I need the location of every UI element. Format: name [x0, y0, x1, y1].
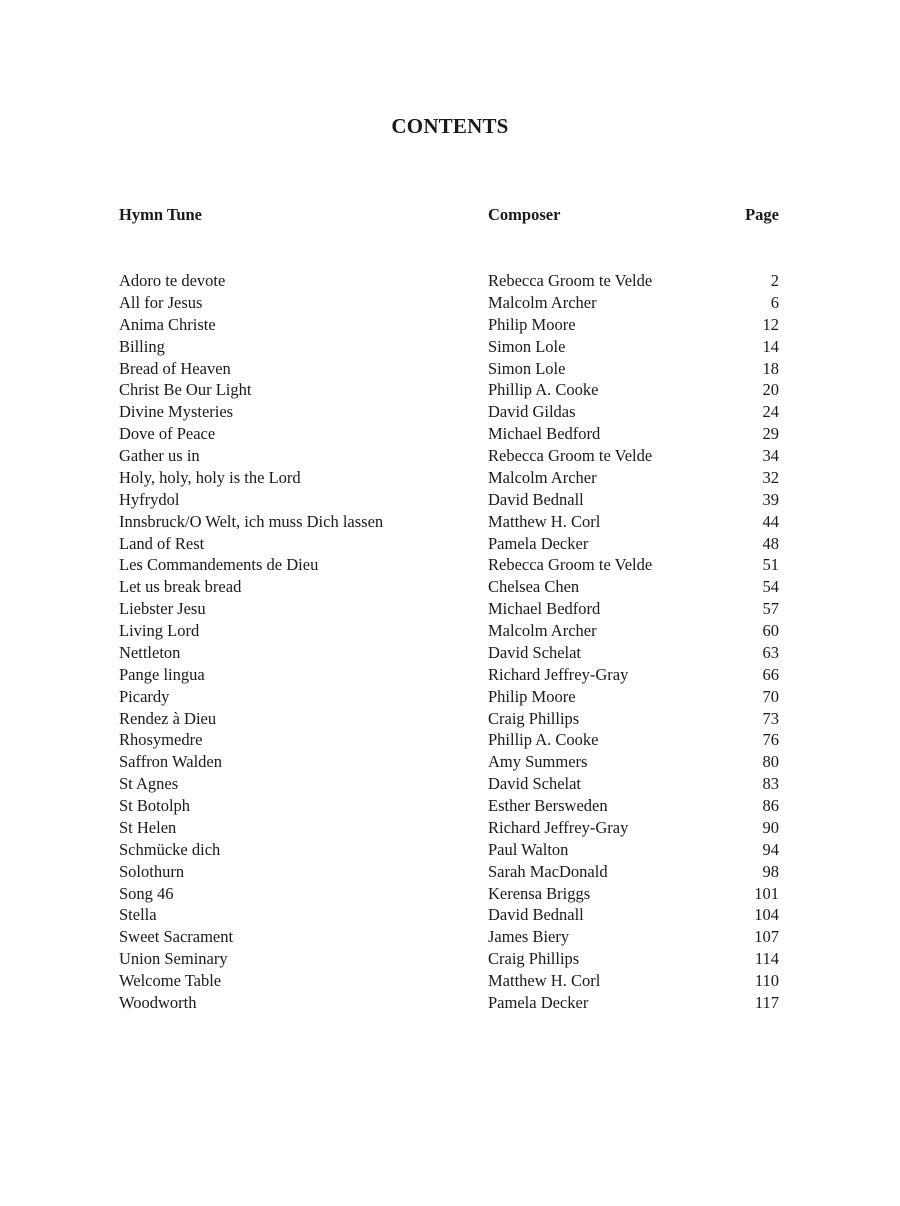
composer-name: David Schelat — [488, 774, 582, 794]
hymn-tune-name: Stella — [119, 905, 157, 925]
page-number: 80 — [762, 752, 779, 772]
hymn-tune-name: Nettleton — [119, 642, 181, 662]
page-number: 12 — [762, 314, 779, 334]
composer-name: Michael Bedford — [488, 599, 601, 619]
composer-name: Phillip A. Cooke — [488, 380, 599, 400]
hymn-tune-name: Liebster Jesu — [119, 599, 206, 619]
page-number: 114 — [754, 949, 779, 969]
table-row — [119, 839, 779, 861]
table-row — [119, 948, 779, 970]
table-row — [119, 270, 779, 292]
hymn-tune-name: Innsbruck/O Welt, ich muss Dich lassen — [119, 511, 384, 531]
page-title: CONTENTS — [391, 114, 509, 138]
hymn-tune-name: Union Seminary — [119, 949, 228, 969]
page-number: 39 — [762, 489, 779, 509]
table-row — [119, 511, 779, 533]
composer-name: Philip Moore — [488, 314, 576, 334]
table-row — [119, 533, 779, 555]
table-row — [119, 664, 779, 686]
table-row — [119, 401, 779, 423]
composer-name: James Biery — [488, 927, 570, 947]
page-number: 83 — [762, 774, 779, 794]
composer-name: Rebecca Groom te Velde — [488, 446, 653, 465]
hymn-tune-name: Hyfrydol — [119, 489, 180, 509]
page-number: 24 — [762, 402, 779, 422]
hymn-tune-name: Song 46 — [119, 883, 174, 903]
composer-name: Esther Bersweden — [488, 796, 608, 815]
hymn-tune-name: St Botolph — [119, 796, 191, 815]
composer-name: Richard Jeffrey-Gray — [488, 817, 629, 837]
page-number: 101 — [754, 883, 779, 903]
composer-name: David Gildas — [488, 402, 576, 422]
hymn-tune-name: Divine Mysteries — [119, 402, 234, 422]
table-row — [119, 970, 779, 992]
header-page: Page — [745, 205, 779, 224]
hymn-tune-name: Welcome Table — [119, 971, 222, 990]
table-row — [119, 445, 779, 467]
composer-name: Matthew H. Corl — [488, 511, 601, 531]
composer-name: Simon Lole — [488, 358, 566, 378]
composer-name: David Schelat — [488, 642, 582, 662]
hymn-tune-name: Schmücke dich — [119, 839, 221, 859]
table-row — [119, 314, 779, 336]
hymn-tune-name: Dove of Peace — [119, 424, 216, 444]
composer-name: Craig Phillips — [488, 708, 580, 728]
composer-name: Rebecca Groom te Velde — [488, 555, 653, 575]
page-number: 70 — [762, 686, 779, 706]
page-number: 48 — [762, 533, 779, 553]
hymn-tune-name: Let us break bread — [119, 577, 242, 597]
composer-name: Paul Walton — [488, 839, 569, 859]
table-row — [119, 554, 779, 576]
composer-name: Chelsea Chen — [488, 577, 580, 597]
hymn-tune-name: Living Lord — [119, 621, 200, 640]
page-number: 20 — [762, 380, 779, 400]
page-number: 66 — [762, 664, 779, 684]
table-row — [119, 358, 779, 380]
page-number: 98 — [762, 861, 779, 881]
page-number: 104 — [754, 905, 779, 925]
table-header — [119, 205, 779, 229]
composer-name: Sarah MacDonald — [488, 861, 608, 881]
hymn-tune-name: Billing — [119, 336, 165, 356]
page-number: 54 — [762, 577, 779, 597]
table-row — [119, 751, 779, 773]
table-row — [119, 795, 779, 817]
table-row — [119, 292, 779, 314]
table-row — [119, 620, 779, 642]
page-number: 14 — [762, 336, 779, 356]
hymn-tune-name: Anima Christe — [119, 314, 216, 334]
table-row — [119, 642, 779, 664]
hymn-tune-name: Solothurn — [119, 861, 185, 881]
table-row — [119, 686, 779, 708]
hymn-tune-name: St Agnes — [119, 774, 179, 794]
hymn-tune-name: Land of Rest — [119, 533, 205, 553]
page-number: 60 — [762, 621, 779, 640]
table-row — [119, 904, 779, 926]
composer-name: Philip Moore — [488, 686, 576, 706]
composer-name: Richard Jeffrey-Gray — [488, 664, 629, 684]
hymn-tune-name: Adoro te devote — [119, 271, 226, 290]
page-number: 63 — [762, 642, 779, 662]
page-number: 110 — [754, 971, 779, 990]
hymn-tune-name: Woodworth — [119, 992, 197, 1012]
hymn-tune-name: Sweet Sacrament — [119, 927, 234, 947]
composer-name: Malcolm Archer — [488, 467, 597, 487]
page-number: 34 — [762, 446, 779, 465]
composer-name: Malcolm Archer — [488, 621, 597, 640]
hymn-tune-name: Les Commandements de Dieu — [119, 555, 319, 575]
page-number: 32 — [762, 467, 779, 487]
page-number: 51 — [762, 555, 779, 575]
table-row — [119, 336, 779, 358]
page-number: 44 — [762, 511, 779, 531]
table-row — [119, 379, 779, 401]
composer-name: Rebecca Groom te Velde — [488, 271, 653, 290]
hymn-tune-name: Bread of Heaven — [119, 358, 231, 378]
composer-name: Malcolm Archer — [488, 292, 597, 312]
page-number: 57 — [762, 599, 779, 619]
hymn-tune-name: Saffron Walden — [119, 752, 222, 772]
table-row — [119, 992, 779, 1014]
page-number: 117 — [754, 992, 779, 1012]
page-number: 76 — [762, 730, 779, 750]
composer-name: Pamela Decker — [488, 992, 589, 1012]
page-number: 6 — [770, 292, 779, 312]
hymn-tune-name: Christ Be Our Light — [119, 380, 252, 400]
page-number: 90 — [762, 817, 779, 837]
hymn-tune-name: Gather us in — [119, 446, 200, 465]
hymn-tune-name: Rhosymedre — [119, 730, 203, 750]
composer-name: Michael Bedford — [488, 424, 601, 444]
composer-name: Amy Summers — [488, 752, 588, 772]
table-row — [119, 598, 779, 620]
composer-name: Simon Lole — [488, 336, 566, 356]
composer-name: Kerensa Briggs — [488, 883, 591, 903]
table-row — [119, 883, 779, 905]
header-hymn-tune: Hymn Tune — [119, 205, 202, 224]
page-number: 107 — [754, 927, 779, 947]
table-row — [119, 708, 779, 730]
table-row — [119, 861, 779, 883]
page-number: 86 — [762, 796, 779, 815]
table-row — [119, 817, 779, 839]
hymn-tune-name: Picardy — [119, 686, 170, 706]
table-row — [119, 926, 779, 948]
page-number: 94 — [762, 839, 779, 859]
table-row — [119, 423, 779, 445]
page-number: 2 — [770, 271, 779, 290]
page-number: 29 — [762, 424, 779, 444]
contents-list — [119, 270, 779, 1014]
hymn-tune-name: St Helen — [119, 817, 177, 837]
hymn-tune-name: All for Jesus — [119, 292, 203, 312]
table-row — [119, 576, 779, 598]
header-composer: Composer — [488, 205, 561, 224]
table-row — [119, 729, 779, 751]
table-row — [119, 467, 779, 489]
hymn-tune-name: Pange lingua — [119, 664, 205, 684]
composer-name: Matthew H. Corl — [488, 971, 601, 990]
composer-name: Pamela Decker — [488, 533, 589, 553]
composer-name: Phillip A. Cooke — [488, 730, 599, 750]
composer-name: David Bednall — [488, 489, 584, 509]
composer-name: Craig Phillips — [488, 949, 580, 969]
hymn-tune-name: Rendez à Dieu — [119, 708, 217, 728]
page-number: 18 — [762, 358, 779, 378]
composer-name: David Bednall — [488, 905, 584, 925]
table-row — [119, 489, 779, 511]
page-number: 73 — [762, 708, 779, 728]
table-row — [119, 773, 779, 795]
hymn-tune-name: Holy, holy, holy is the Lord — [119, 467, 301, 487]
